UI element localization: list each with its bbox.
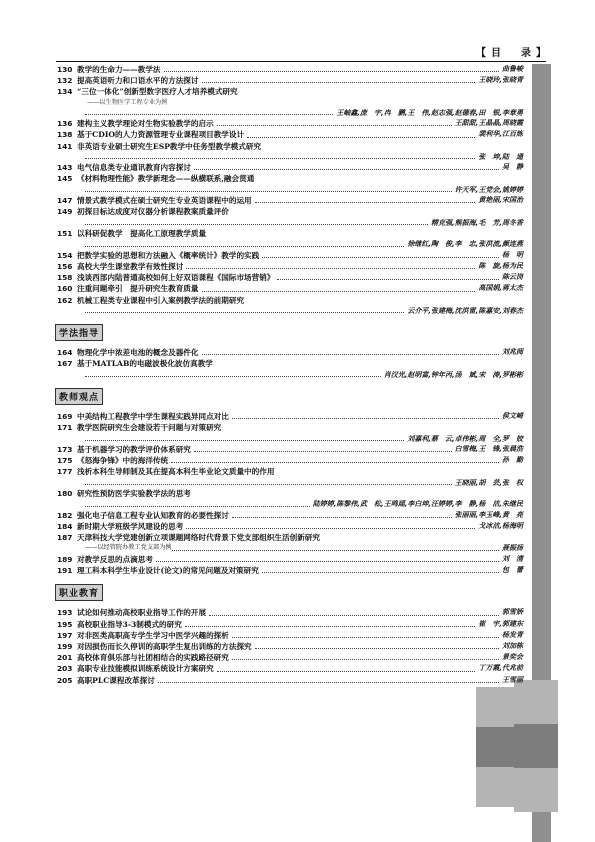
toc-entry[interactable] (57, 195, 523, 206)
leader-dots (85, 224, 428, 225)
page-number: 187 (57, 533, 73, 543)
entry-authors: 高国娟,蒋太杰 (478, 284, 523, 293)
leader-dots (217, 671, 476, 672)
entry-title: 高校职业指导3-3制模式的研究 (77, 619, 182, 629)
page-number: 201 (57, 653, 73, 663)
entry-authors: 杨 明 (502, 250, 523, 259)
toc-entry[interactable] (57, 630, 523, 641)
leader-dots (255, 648, 499, 649)
toc-entry[interactable] (57, 295, 523, 306)
leader-dots (232, 637, 499, 638)
leader-dots (186, 528, 475, 529)
page-header: 【目 录】 (476, 48, 551, 59)
entry-authors: 王晓玲,张晓青 (478, 76, 523, 85)
page-number: 143 (57, 163, 73, 173)
toc-entry[interactable] (57, 141, 523, 152)
page-number: 205 (57, 675, 73, 685)
entry-title: 基于机器学习的教学评价体系研究 (77, 445, 191, 455)
entry-authors: 裴利华,江百炼 (478, 130, 523, 139)
entry-title: 高校体育俱乐部与社团相结合的实践路径研究 (77, 653, 229, 663)
toc-entry[interactable] (57, 411, 523, 422)
entry-title: 教学医院研究生会建设若干问题与对策研究 (77, 423, 222, 433)
entry-authors: 白雪梅,王 锋,张晨浩 (454, 445, 523, 454)
toc-entry[interactable] (57, 358, 523, 369)
page-number: 147 (57, 196, 73, 206)
leader-dots (194, 169, 499, 170)
toc-entry[interactable] (57, 444, 523, 455)
leader-dots (255, 202, 476, 203)
toc-entry[interactable] (57, 532, 523, 543)
toc-entry[interactable] (57, 261, 523, 272)
leader-dots (85, 506, 310, 507)
toc-entry[interactable] (57, 206, 523, 217)
entry-authors: 包 蕾 (502, 566, 523, 575)
toc-entry[interactable] (57, 272, 523, 283)
page-number: 203 (57, 664, 73, 674)
entry-authors: 黄艳丽,宋国治 (478, 196, 523, 205)
page-number: 191 (57, 566, 73, 576)
leader-dots (247, 137, 475, 138)
toc-entry[interactable] (57, 283, 523, 294)
entry-title: 对非医类高职高专学生学习中医学兴趣的探析 (77, 630, 229, 640)
page-number: 193 (57, 608, 73, 618)
leader-dots (172, 550, 499, 551)
entry-authors: 王甜甜,王晶晶,周晓霞 (454, 119, 523, 128)
leader-dots (262, 257, 499, 258)
leader-dots (186, 268, 475, 269)
entry-subtitle: ——以经管院办教工党支部为例 (85, 544, 172, 552)
page-number: 154 (57, 250, 73, 260)
section-heading: 职业教育 (55, 584, 103, 601)
toc-entry[interactable] (57, 607, 523, 618)
toc-entry[interactable] (57, 652, 523, 663)
entry-title: 提高英语听力和口语水平的方法探讨 (77, 76, 199, 86)
entry-title: 中美结构工程教学中学生课程实践异同点对比 (77, 412, 229, 422)
page-number: 182 (57, 510, 73, 520)
toc-entry[interactable] (57, 129, 523, 140)
entry-title: 浅析本科生导师制及其在提高本科生毕业论文质量中的作用 (77, 467, 275, 477)
leader-dots (85, 191, 452, 192)
toc-entry[interactable] (57, 118, 523, 129)
entry-authors: 刘加栋 (502, 642, 523, 650)
page-number: 175 (57, 456, 73, 466)
leader-dots (232, 517, 452, 518)
authors-line (57, 478, 523, 489)
entry-title: 天津科技大学党建创新立项课题网络时代背景下党支部组织生活创新研究 (77, 533, 320, 543)
entry-authors: 杨发青 (502, 630, 523, 639)
page-number: 180 (57, 489, 73, 499)
entry-authors: 陆婷婷,陈黎伟,武 松,王鸣瑶,李白坤,汪婷婷,李 静,杨 洁,朱继民 (312, 500, 523, 509)
leader-dots (85, 158, 475, 159)
page-number: 177 (57, 467, 73, 477)
entry-title: 教学的生命力——教学法 (77, 65, 161, 74)
leader-dots (85, 114, 333, 115)
authors-line (57, 218, 523, 229)
entry-title: 浅谈西部内陆普通高校如何上好双语课程《国际市场营销》 (77, 273, 275, 283)
authors-line (57, 152, 523, 163)
leader-dots (194, 451, 452, 452)
page-number: 197 (57, 630, 73, 640)
toc-entry[interactable] (57, 641, 523, 652)
page-number: 141 (57, 141, 73, 151)
toc-entry[interactable] (57, 488, 523, 499)
entry-title: 试论如何推动高校职业指导工作的开展 (77, 608, 207, 618)
page-number: 173 (57, 445, 73, 455)
toc-entry[interactable] (57, 466, 523, 477)
entry-authors: 王岫鑫,庞 宇,冉 鹏,王 伟,赵志强,赵德春,田 银,李章勇 (336, 108, 523, 117)
page-number: 184 (57, 522, 73, 532)
page-number: 167 (57, 359, 73, 369)
toc-entry[interactable] (57, 510, 523, 521)
leader-dots (85, 246, 404, 247)
authors-line (57, 185, 523, 196)
entry-authors: 刘兆阅 (502, 348, 523, 357)
entry-authors: 徐继红,陶 俊,李 忠,张洪流,颜连燕 (407, 240, 523, 249)
toc-entry[interactable] (57, 422, 523, 433)
page-number: 156 (57, 261, 73, 271)
authors-line (57, 306, 523, 317)
page-number: 171 (57, 423, 73, 433)
entry-title: 物理化学中浓差电池的概念及器件化 (77, 348, 199, 358)
toc-entry[interactable] (57, 75, 523, 86)
entry-title: 理工科本科学生毕业设计(论文)的常见问题及对策研究 (77, 566, 259, 576)
entry-authors: 张 坤,陆 通 (478, 152, 523, 161)
leader-dots (217, 125, 452, 126)
entry-title: 基于MATLAB的电磁波极化波仿真教学 (77, 359, 213, 369)
toc-entry[interactable] (57, 250, 523, 261)
authors-line (57, 239, 523, 250)
entry-authors: 吴 静 (502, 163, 523, 172)
leader-dots (85, 484, 452, 485)
authors-line (57, 434, 523, 445)
section-heading: 学法指导 (55, 324, 103, 341)
entry-authors: 戈冰洁,杨海明 (478, 522, 523, 531)
entry-title: 以科研促教学 提高化工原理教学质量 (77, 229, 207, 239)
entry-title: “三位一体化”创新型数字医疗人才培养模式研究 (77, 87, 238, 97)
leader-dots (277, 279, 499, 280)
entry-authors: 崔 宇,郭建东 (478, 619, 523, 628)
leader-dots (232, 659, 499, 660)
entry-authors: 侯文崎 (502, 412, 523, 421)
entry-title: 电气信息类专业通讯教育内容探讨 (77, 163, 191, 173)
toc-entry[interactable] (57, 64, 523, 75)
entry-title: 情景式教学模式在硕士研究生专业英语课程中的运用 (77, 196, 252, 206)
entry-subtitle: ——以生物医学工程专业为例 (87, 98, 168, 106)
entry-title: 注重问题牵引 提升研究生教育质量 (77, 284, 199, 294)
toc-entry[interactable] (57, 619, 523, 630)
entry-authors: 刘 清 (502, 554, 523, 563)
leader-dots (171, 462, 499, 463)
entry-authors: 孙 勤 (502, 456, 523, 465)
page-number: 145 (57, 174, 73, 184)
toc-entry[interactable] (57, 521, 523, 532)
leader-dots (85, 440, 404, 441)
leader-dots (158, 682, 499, 683)
toc-entry[interactable] (57, 554, 523, 565)
entry-title: 新时期大学班级学风建设的思考 (77, 522, 184, 532)
leader-dots (85, 376, 381, 377)
toc-entry[interactable] (57, 228, 523, 239)
page-number: 151 (57, 229, 73, 239)
toc-entry[interactable] (57, 675, 523, 686)
page-number: 132 (57, 76, 73, 86)
toc-entry[interactable] (57, 173, 523, 184)
page-number: 162 (57, 295, 73, 305)
page-number: 138 (57, 130, 73, 140)
leader-dots (232, 418, 499, 419)
entry-authors: 王晓丽,胡 芸,张 权 (454, 478, 523, 487)
entry-authors: 曲鲁峻 (502, 65, 523, 73)
leader-dots (262, 572, 499, 573)
page-number: 195 (57, 619, 73, 629)
leader-dots (209, 615, 499, 616)
leader-dots (202, 291, 476, 292)
entry-title: 高职专业技能模拟训练系统设计方案研究 (77, 664, 214, 674)
entry-authors: 陈云岗 (502, 273, 523, 282)
page-number: 189 (57, 554, 73, 564)
entry-title: 高校大学生课堂教学有效性探讨 (77, 261, 184, 271)
page-number: 136 (57, 119, 73, 129)
entry-title: 机械工程类专业课程中引入案例教学法的前期研究 (77, 295, 245, 305)
entry-authors: 郭雪娇 (502, 608, 523, 617)
toc-entry[interactable] (57, 347, 523, 358)
page-number: 134 (57, 87, 73, 97)
leader-dots (156, 561, 499, 562)
page-number: 158 (57, 273, 73, 283)
entry-authors: 丁万霞,代兆前 (478, 664, 523, 673)
entry-title: 高职PLC课程改革探讨 (77, 675, 155, 685)
authors-line (57, 108, 523, 119)
entry-title: 基于CDIO的人力资源管理专业课程项目教学设计 (77, 130, 245, 140)
entry-title: 研究性预防医学实验教学法的思考 (77, 489, 191, 499)
entry-title: 建构主义教学理论对生物实验教学的启示 (77, 119, 214, 129)
entry-authors: 张丽丽,李玉峰,黄 亮 (454, 510, 523, 519)
section-heading: 教师观点 (55, 388, 103, 405)
toc-entry[interactable] (57, 86, 523, 97)
entry-title: 初探目标达成度对仪器分析课程教案质量评价 (77, 207, 229, 217)
toc-entry[interactable] (57, 663, 523, 674)
leader-dots (85, 312, 404, 313)
entry-authors: 聂振扬 (502, 544, 523, 553)
page-number: 160 (57, 284, 73, 294)
page-number: 130 (57, 65, 73, 74)
header-rule (56, 61, 546, 62)
toc-entry[interactable] (57, 565, 523, 576)
entry-authors: 刘嘉利,蔡 云,卓伟彬,周 全,罗 姣 (407, 434, 523, 443)
page-number: 164 (57, 348, 73, 358)
leader-dots (185, 626, 475, 627)
entry-title: 对因损伤而长久停训的高职学生复出训练的方法探究 (77, 642, 252, 651)
entry-title: 非英语专业硕士研究生ESP教学中任务型教学模式研究 (77, 141, 262, 151)
entry-authors: 精克强,熊振海,毛 芳,周冬香 (431, 218, 523, 227)
subtitle-authors-line (57, 543, 523, 554)
entry-title: 把数学实验的思想和方法融入《概率统计》教学的实践 (77, 250, 260, 260)
entry-title: 强化电子信息工程专业认知教育的必要性探讨 (77, 510, 229, 520)
leader-dots (202, 354, 500, 355)
entry-authors: 王雪丽 (502, 675, 523, 684)
entry-authors: 陈 旋,杨为民 (478, 261, 523, 270)
toc-entry[interactable] (57, 455, 523, 466)
entry-title: 对教学反思的点滴思考 (77, 554, 153, 564)
table-of-contents (57, 64, 523, 686)
entry-authors: 云介平,张建梅,沈洪雷,陈嘉安,刘春杰 (407, 306, 523, 315)
authors-line (57, 370, 523, 381)
leader-dots (164, 71, 499, 72)
page-number: 149 (57, 207, 73, 217)
toc-entry[interactable] (57, 162, 523, 173)
entry-authors: 许天军,王党会,姚婷婷 (454, 185, 523, 194)
authors-line (57, 499, 523, 510)
entry-authors: 景奕会 (502, 653, 523, 662)
entry-title: 《怒海争锋》中的海洋传统 (77, 456, 169, 466)
leader-dots (202, 82, 476, 83)
entry-authors: 肖汉光,赵明富,钟年丙,汤 斌,宋 涛,罗彬彬 (383, 370, 523, 379)
page-number: 199 (57, 642, 73, 651)
page-number: 169 (57, 412, 73, 422)
entry-title: 《材料物理性能》教学新理念——纵横联系,融会贯通 (77, 174, 255, 184)
